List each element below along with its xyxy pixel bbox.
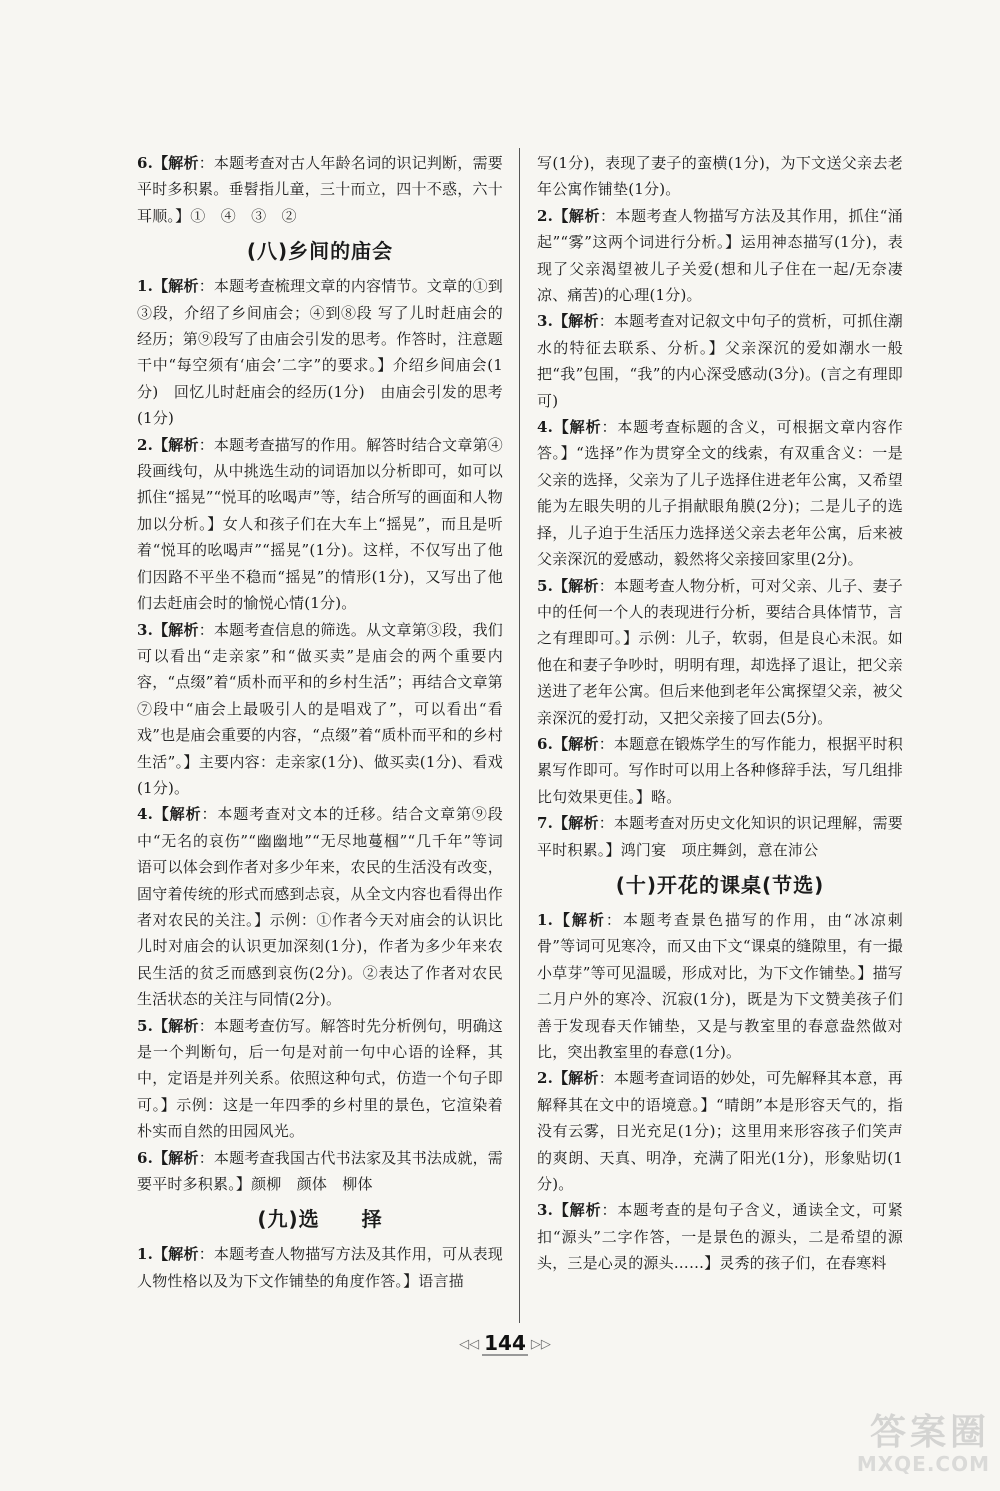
answer-item: 5.【解析：本题考查人物分析，可对父亲、儿子、妻子中的任何一个人的表现进行分析，要结合具体情节，言之有理即可。】示例：儿子，软弱，但是良心未泯。如他在和妻子争吵时，明明有理，却选择了退让，把父亲送进了老年公寓。但后来他到老年公寓探望父亲，被父亲深沉的爱打动，又把父亲接了回去(5分)。 xyxy=(537,576,903,727)
answer-item: 3.【解析：本题考查对记叙文中句子的赏析，可抓住潮水的特征去联系、分析。】父亲深沉的爱如潮水一般把“我”包围，“我”的内心深受感动(3分)。(言之有理即可) xyxy=(537,312,903,410)
answer-continuation: 写(1分)，表现了妻子的蛮横(1分)，为下文送父亲去老年公寓作铺垫(1分)。 xyxy=(537,154,903,199)
answer-item: 4.【解析：本题考查标题的含义，可根据文章内容作答。】“选择”作为贯穿全文的线索，有双重含义：一是父亲的选择，父亲为了儿子选择住进老年公寓，又希望能为左眼失明的儿子捐献眼角膜(2分)；二是儿子的选择，儿子迫于生活压力选择送父亲去老年公寓，后来被父亲深沉的爱感动，毅然将父亲接回家里(2分)。 xyxy=(537,418,903,569)
answer-item: 2.【解析：本题考查词语的妙处，可先解释其本意，再解释其在文中的语境意。】“晴朗”本是形容天气的，指没有云雾，日光充足(1分)；这里用来形容孩子们笑声的爽朗、天真、明净，充满了阳光(1分)，形象贴切(1分)。 xyxy=(537,1069,903,1194)
answer-item: 1.【解析：本题考查梳理文章的内容情节。文章的①到③段，介绍了乡间庙会；④到⑧段 写了儿时赶庙会的经历；第⑨段写了由庙会引发的思考。作答时，注意题干中“每空须有‘庙会’二字”的要求。】介绍乡间庙会(1分) 回忆儿时赶庙会的经历(1分) 由庙会引发的思考(1分) xyxy=(137,277,503,428)
section-title-10: (十)开花的课桌(节选) xyxy=(615,872,825,897)
answer-item: 1.【解析：本题考查景色描写的作用，由“冰凉刺骨”等词可见寒冷，而又由下文“课桌的缝隙里，有一撮小草芽”等可见温暖，形成对比，为下文作铺垫。】描写二月户外的寒冷、沉寂(1分)，既是为下文赞美孩子们善于发现春天作铺垫，又是与教室里的春意盎然做对比，突出教室里的春意(1分)。 xyxy=(537,910,903,1061)
right-column xyxy=(537,150,903,1277)
answer-item: 2.【解析：本题考查人物描写方法及其作用，抓住“涌起”“雾”这两个词进行分析。】运用神态描写(1分)，表现了父亲渴望被儿子关爱(想和儿子住在一起/无奈凄凉、痛苦)的心理(1分)。 xyxy=(537,206,903,305)
answer-item: 4.【解析：本题考查对文本的迁移。结合文章第⑨段中“无名的哀伤”“幽幽地”“无尽地蔓椢”“几千年”等词语可以体会到作者对多少年来，农民的生活没有改变，固守着传统的形式而感到忐哀，从全文内容也看得出作者对农民的关注。】示例：①作者今天对庙会的认识比儿时对庙会的认识更加深刻(1分)，作者为多少年来农民生活的贫乏而感到哀伤(2分)。②表达了作者对农民生活状态的关注与同情(2分)。 xyxy=(137,805,503,1009)
section-title-9: (九)选 择 xyxy=(257,1207,383,1232)
right-ornament-icon: ▷▷ xyxy=(530,1336,551,1352)
left-ornament-icon: ◁◁ xyxy=(459,1336,480,1352)
page-number-text: 144 xyxy=(484,1331,526,1355)
column-divider xyxy=(519,148,520,1323)
answer-item: 7.【解析：本题考查对历史文化知识的识记理解，需要平时积累。】鸿门宴 项庄舞剑，意在沛公 xyxy=(537,814,903,859)
answer-item: 2.【解析：本题考查描写的作用。解答时结合文章第④段画线句，从中挑选生动的词语加以分析即可，如可以抓住“摇晃”“悦耳的吆喝声”等，结合所写的画面和人物加以分析。】女人和孩子们在大车上“摇晃”，而且是听着“悦耳的吆喝声”“摇晃”(1分)。这样，不仅写出了他们因路不平坐不稳而“摇晃”的情形(1分)，又写出了他们去赶庙会时的愉悦心情(1分)。 xyxy=(137,435,503,613)
watermark-url: MXQE.COM xyxy=(856,1452,990,1476)
answer-item: 3.【解析：本题考查的是句子含义，通读全文，可紧扣“源头”二字作答，一是景色的源头，二是希望的源头，三是心灵的源头……】灵秀的孩子们，在春寒料 xyxy=(537,1201,903,1273)
answer-item: 5.【解析：本题考查仿写。解答时先分析例句，明确这是一个判断句，后一句是对前一句中心语的诠释，其中，定语是并列关系。依照这种句式，仿造一个句子即可。】示例：这是一年四季的乡村里的景色，它渲染着朴实而自然的田园风光。 xyxy=(137,1016,503,1141)
answer-item: 6.【解析：本题意在锻炼学生的写作能力，根据平时积累写作即可。写作时可以用上各种修辞手法，写几组排比句效果更佳。】略。 xyxy=(537,734,903,806)
site-watermark xyxy=(790,1413,990,1483)
left-column xyxy=(137,150,503,1294)
page-number xyxy=(460,1331,550,1357)
section-title-8: (八)乡间的庙会 xyxy=(246,239,394,264)
answer-item: 3.【解析：本题考查信息的筛选。从文章第③段，我们可以看出“走亲家”和“做买卖”是庙会的两个重要内容，“点缀”着“质朴而平和的乡村生活”；再结合文章第⑦段中“庙会上最吸引人的是唱戏了”，可以看出“看戏”也是庙会重要的内容，“点缀”着“质朴而平和的乡村生活”。】主要内容：走亲家(1分)、做买卖(1分)、看戏(1分)。 xyxy=(137,620,503,797)
answer-item: 6.【解析：本题考查我国古代书法家及其书法成就，需要平时多积累。】颜柳 颜体 柳体 xyxy=(137,1148,503,1194)
watermark-logo: 答案圈 xyxy=(869,1412,990,1453)
answer-item: 1.【解析：本题考查人物描写方法及其作用，可从表现人物性格以及为下文作铺垫的角度作答。】语言描 xyxy=(137,1245,503,1290)
answer-item: 6.【解析：本题考查对古人年龄名词的识记判断，需要平时多积累。垂髫指儿童，三十而立，四十不惑，六十耳顺。】① ④ ③ ② xyxy=(137,154,503,225)
